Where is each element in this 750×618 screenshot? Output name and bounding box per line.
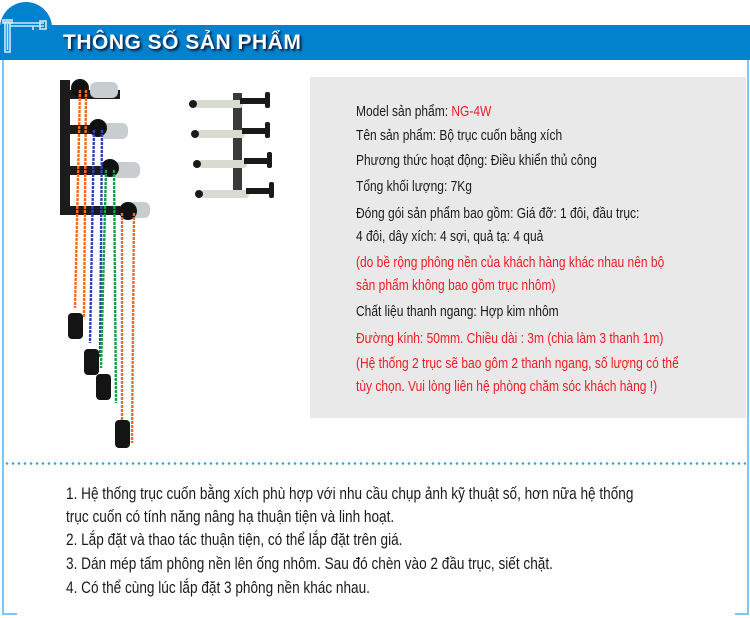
feature-line: 3. Dán mép tấm phông nền lên ống nhôm. Sau đó chèn vào 2 đầu trục, siết chặt. <box>66 554 553 573</box>
spec-note2-line1: (Hệ thống 2 trục sẽ bao gôm 2 thanh ngang, số lượng có thể <box>356 355 679 372</box>
feature-line: 1. Hệ thống trục cuốn bằng xích phù hợp với nhu cầu chụp ảnh kỹ thuật số, hơn nữa hệ thống <box>66 484 634 503</box>
backdrop-support-icon <box>0 2 52 54</box>
spec-note1-line1: (do bề rộng phông nền của khách hàng khác nhau nên bộ <box>356 254 665 271</box>
header-badge <box>0 2 52 54</box>
four-roller-bracket-photo <box>185 88 285 218</box>
feature-line: trục cuốn có tính năng nâng hạ thuận tiện và linh hoạt. <box>66 507 395 526</box>
spec-material: Chất liệu thanh ngang: Hợp kim nhôm <box>356 303 559 320</box>
chain-driven-roller-system-photo <box>50 68 160 458</box>
frame-left-border <box>2 60 4 615</box>
spec-weight: Tổng khối lượng: 7Kg <box>356 178 472 195</box>
spec-package-line2: 4 đôi, dây xích: 4 sợi, quả tạ: 4 quả <box>356 228 544 245</box>
spec-model <box>356 103 491 121</box>
dotted-divider <box>4 462 746 465</box>
frame-bottom-right-border <box>735 613 749 615</box>
spec-dimensions: Đường kính: 50mm. Chiều dài : 3m (chia làm 3 thanh 1m) <box>356 330 664 347</box>
spec-note2-line2: tùy chọn. Vui lòng liên hệ phòng chăm sóc khách hàng !) <box>356 378 658 395</box>
spec-note1-line2: sản phẩm không bao gồm trục nhôm) <box>356 277 556 294</box>
feature-line: 2. Lắp đặt và thao tác thuận tiện, có thể lắp đặt trên giá. <box>66 530 403 549</box>
frame-right-border <box>747 60 749 615</box>
spec-package-line1: Đóng gói sản phẩm bao gồm: Giá đỡ: 1 đôi, đầu trục: <box>356 205 640 222</box>
page-title: THÔNG SỐ SẢN PHẨM <box>63 31 302 54</box>
feature-line: 4. Có thể cùng lúc lắp đặt 3 phông nền khác nhau. <box>66 578 370 597</box>
frame-bottom-left-border <box>2 613 17 615</box>
spec-operation: Phương thức hoạt động: Điều khiển thủ công <box>356 152 597 169</box>
spec-product-name: Tên sản phẩm: Bộ trục cuốn bằng xích <box>356 127 563 144</box>
spec-model-value: NG-4W <box>451 103 492 120</box>
spec-model-label: Model sản phẩm: <box>356 103 452 120</box>
